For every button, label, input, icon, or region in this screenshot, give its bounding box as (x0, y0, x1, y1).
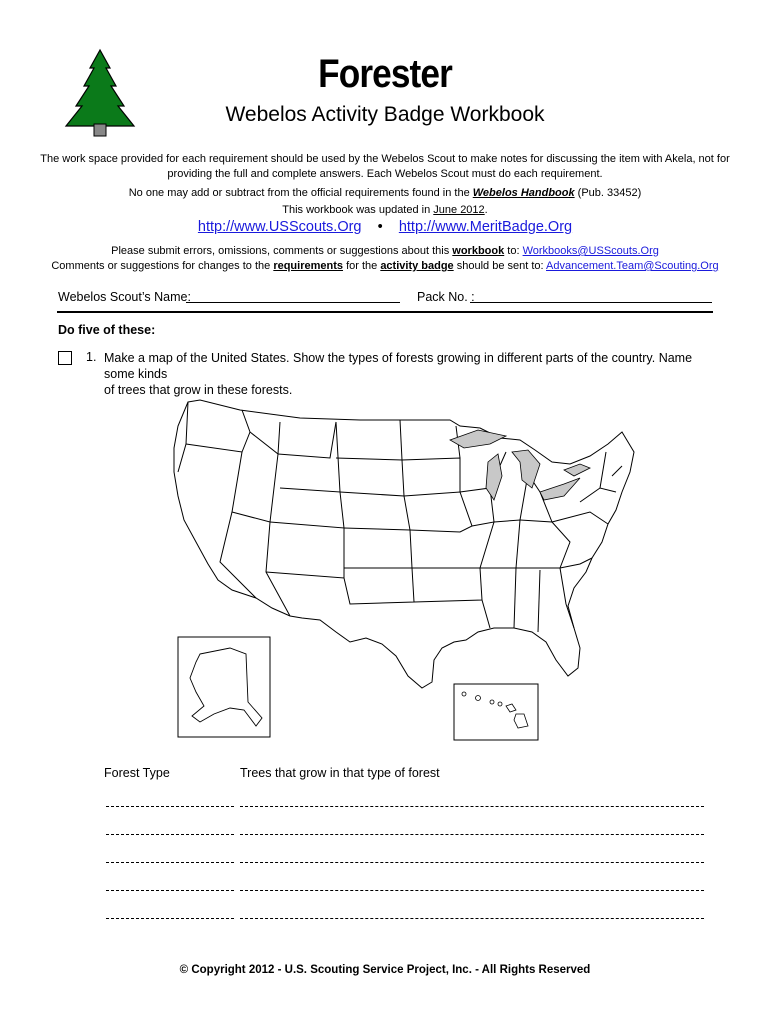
requirement-text (104, 350, 714, 398)
pack-no-label: Pack No. : (417, 290, 475, 304)
requirement-text-line-2: of trees that grow in these forests. (104, 383, 293, 397)
trees-field[interactable] (240, 862, 704, 863)
checkbox-icon[interactable] (58, 351, 72, 365)
comments-text: Comments or suggestions for changes to the (51, 260, 274, 272)
copyright-footer: © Copyright 2012 - U.S. Scouting Service Project, Inc. - All Rights Reserved (179, 964, 591, 976)
section-heading: Do five of these: (58, 323, 156, 337)
forest-type-field[interactable] (106, 890, 234, 891)
trees-field[interactable] (240, 918, 704, 919)
forest-type-field[interactable] (106, 862, 234, 863)
workbooks-email-link[interactable]: Workbooks@USScouts.Org (522, 245, 659, 257)
requirements-word: requirements (273, 260, 344, 272)
for-the-text: for the (343, 260, 381, 272)
note-text: No one may add or subtract from the official requirements found in the (128, 187, 473, 199)
meritbadge-link[interactable]: http://www.MeritBadge.Org (398, 219, 573, 235)
submit-text: Please submit errors, omissions, comments or suggestions about this (111, 245, 453, 257)
official-requirements-note (0, 186, 770, 201)
updated-label: This workbook was updated in (282, 204, 434, 216)
scout-name-field[interactable] (186, 302, 400, 303)
trees-field[interactable] (240, 834, 704, 835)
submit-to: to: (504, 245, 523, 257)
intro-line-1: The work space provided for each requirement should be used by the Webelos Scout to make notes for discussing the item with Akela, not for (40, 153, 730, 165)
pack-no-field[interactable] (470, 302, 712, 303)
link-separator: • (377, 219, 383, 235)
updated-date: June 2012 (433, 204, 485, 216)
activity-badge-word: activity badge (380, 260, 454, 272)
handbook-title: Webelos Handbook (472, 187, 575, 199)
page-subtitle: Webelos Activity Badge Workbook (225, 103, 545, 126)
updated-note (0, 203, 770, 218)
intro-text (0, 152, 770, 182)
us-map-outline (160, 392, 655, 752)
usscouts-link[interactable]: http://www.USScouts.Org (197, 219, 362, 235)
page-title: Forester (318, 52, 452, 96)
forest-type-header: Forest Type (104, 766, 170, 780)
forest-type-field[interactable] (106, 806, 234, 807)
forest-type-field[interactable] (106, 834, 234, 835)
sent-to-text: should be sent to: (453, 260, 547, 272)
requirement-text-line-1: Make a map of the United States. Show the types of forests growing in different parts of the country. Name some kinds (104, 351, 693, 381)
website-links (0, 219, 770, 235)
forest-type-field[interactable] (106, 918, 234, 919)
submit-requirements-line (0, 259, 770, 274)
intro-line-2: providing the full and complete answers. Each Webelos Scout must do each requirement. (167, 168, 603, 180)
pub-number: (Pub. 33452) (574, 187, 642, 199)
advancement-email-link[interactable]: Advancement.Team@Scouting.Org (546, 260, 719, 272)
updated-period: . (484, 204, 488, 216)
section-divider (57, 311, 713, 313)
requirement-number: 1. (86, 350, 97, 364)
trees-header: Trees that grow in that type of forest (240, 766, 440, 780)
trees-field[interactable] (240, 806, 704, 807)
workbook-word: workbook (452, 245, 505, 257)
trees-field[interactable] (240, 890, 704, 891)
scout-name-label: Webelos Scout’s Name: (58, 290, 191, 304)
submit-workbook-line (0, 244, 770, 259)
